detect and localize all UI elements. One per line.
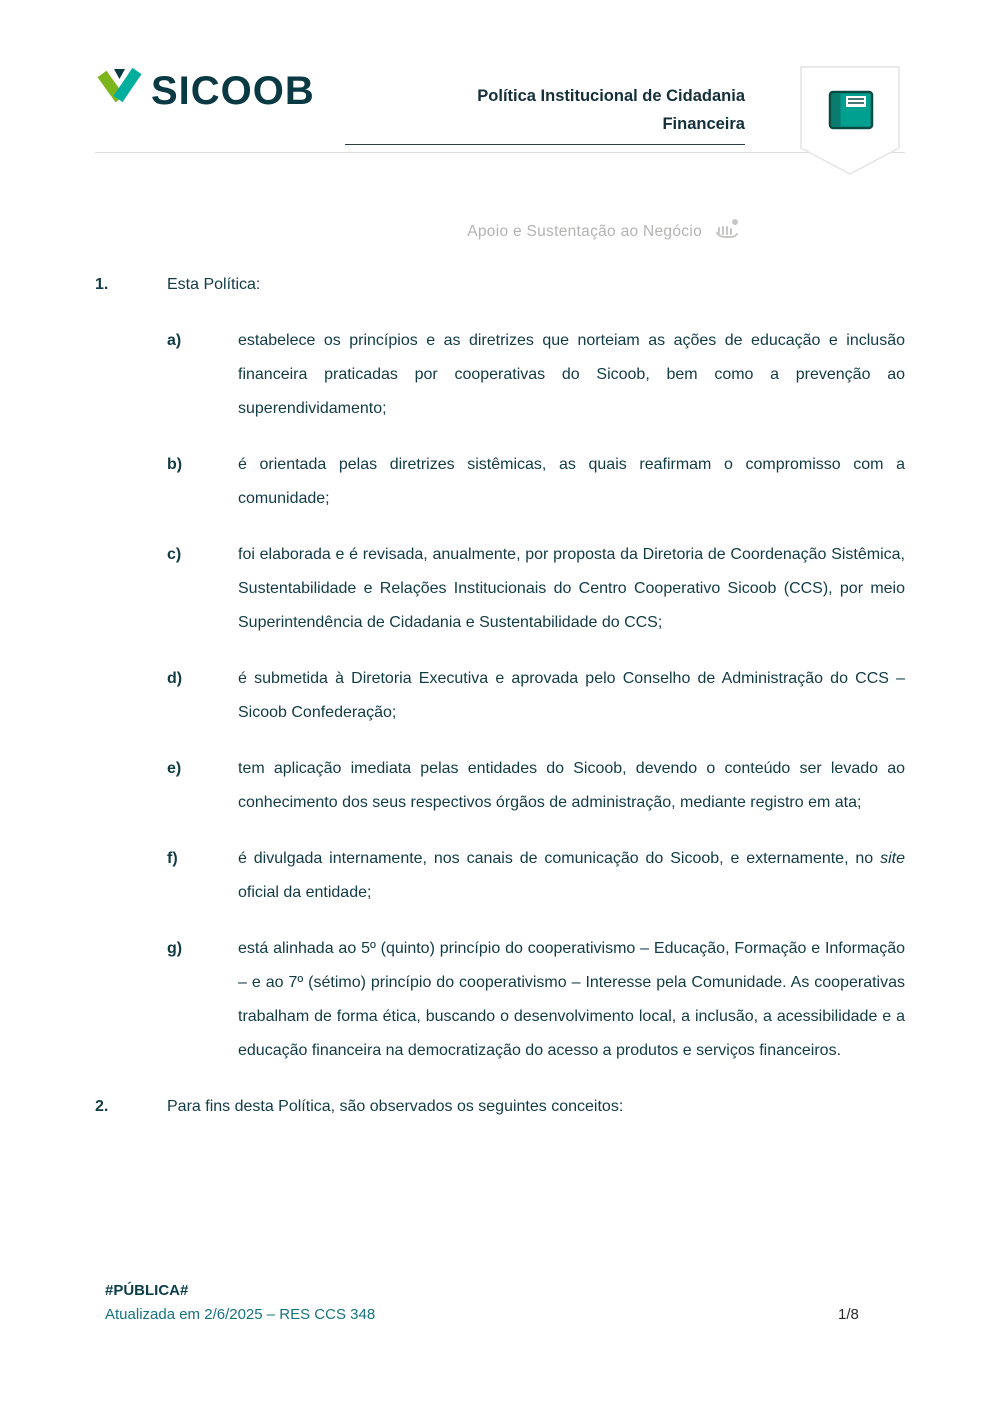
section-number: 2. [95, 1098, 109, 1115]
sicoob-logo-text: SICOOB [151, 69, 315, 113]
section-text: Para fins desta Política, são observados os seguintes conceitos: [167, 1098, 624, 1115]
section-number: 1. [95, 276, 109, 293]
list-item-e [167, 752, 905, 820]
item-text: é orientada pelas diretrizes sistêmicas, as quais reafirmam o compromisso com a comunidade; [238, 456, 905, 507]
item-text: estabelece os princípios e as diretrizes que norteiam as ações de educação e inclusão financeira praticadas por cooperativas do Sicoob, bem como a prevenção ao superendividamento; [238, 332, 905, 417]
page-number: 1/8 [838, 1306, 859, 1323]
classification-label: #PÚBLICA# [105, 1282, 189, 1299]
item-letter: b) [167, 456, 183, 473]
item-text: foi elaborada e é revisada, anualmente, por proposta da Diretoria de Coordenação Sistêmica, Sustentabilidade e Relações Institucionais do Centro Cooperativo Sicoob (CCS), por meio Superintendência de Cidadania e Sustentabilidade do CCS; [238, 546, 905, 631]
list-item-c [167, 538, 905, 640]
item-letter: f) [167, 850, 178, 867]
list-item-d [167, 662, 905, 730]
item-text-italic: site [880, 850, 905, 867]
support-icon [712, 216, 742, 247]
header-divider [95, 152, 905, 153]
book-icon [800, 163, 900, 180]
document-body [95, 268, 905, 1146]
item-text-part: é divulgada internamente, nos canais de comunicação do Sicoob, e externamente, no [238, 850, 881, 867]
item-letter: c) [167, 546, 182, 563]
list-item-g [167, 932, 905, 1068]
sicoob-logo-icon [95, 66, 145, 117]
document-title-line2: Financeira [662, 115, 745, 133]
section-2-heading [95, 1090, 905, 1124]
item-letter: d) [167, 670, 183, 687]
item-letter: g) [167, 940, 183, 957]
item-text [238, 842, 905, 910]
list-item-f [167, 842, 905, 910]
list-item-a [167, 324, 905, 426]
department-subtitle-label: Apoio e Sustentação ao Negócio [467, 222, 702, 240]
list-item-b [167, 448, 905, 516]
department-subtitle [467, 216, 742, 247]
item-letter: a) [167, 332, 182, 349]
item-text: é submetida à Diretoria Executiva e aprovada pelo Conselho de Administração do CCS – Sicoob Confederação; [238, 670, 905, 721]
updated-label: Atualizada em 2/6/2025 – RES CCS 348 [105, 1306, 376, 1323]
item-letter: e) [167, 760, 182, 777]
item-text: tem aplicação imediata pelas entidades do Sicoob, devendo o conteúdo ser levado ao conhecimento dos seus respectivos órgãos de administração, mediante registro em ata; [238, 760, 905, 811]
sicoob-logo [95, 66, 315, 117]
document-title [345, 82, 745, 145]
document-title-line1: Política Institucional de Cidadania [477, 87, 745, 105]
item-text-part: oficial da entidade; [238, 884, 372, 901]
section-text: Esta Política: [167, 276, 261, 293]
section-1-heading [95, 268, 905, 302]
item-text: está alinhada ao 5º (quinto) princípio do cooperativismo – Educação, Formação e Informação – e ao 7º (sétimo) princípio do cooperativismo – Interesse pela Comunidade. As cooperativas trabalham de forma ética, buscando o desenvolvimento local, a inclusão, a acessibilidade e a educação financeira na democratização do acesso a produtos e serviços financeiros. [238, 940, 905, 1059]
book-badge [800, 66, 900, 176]
